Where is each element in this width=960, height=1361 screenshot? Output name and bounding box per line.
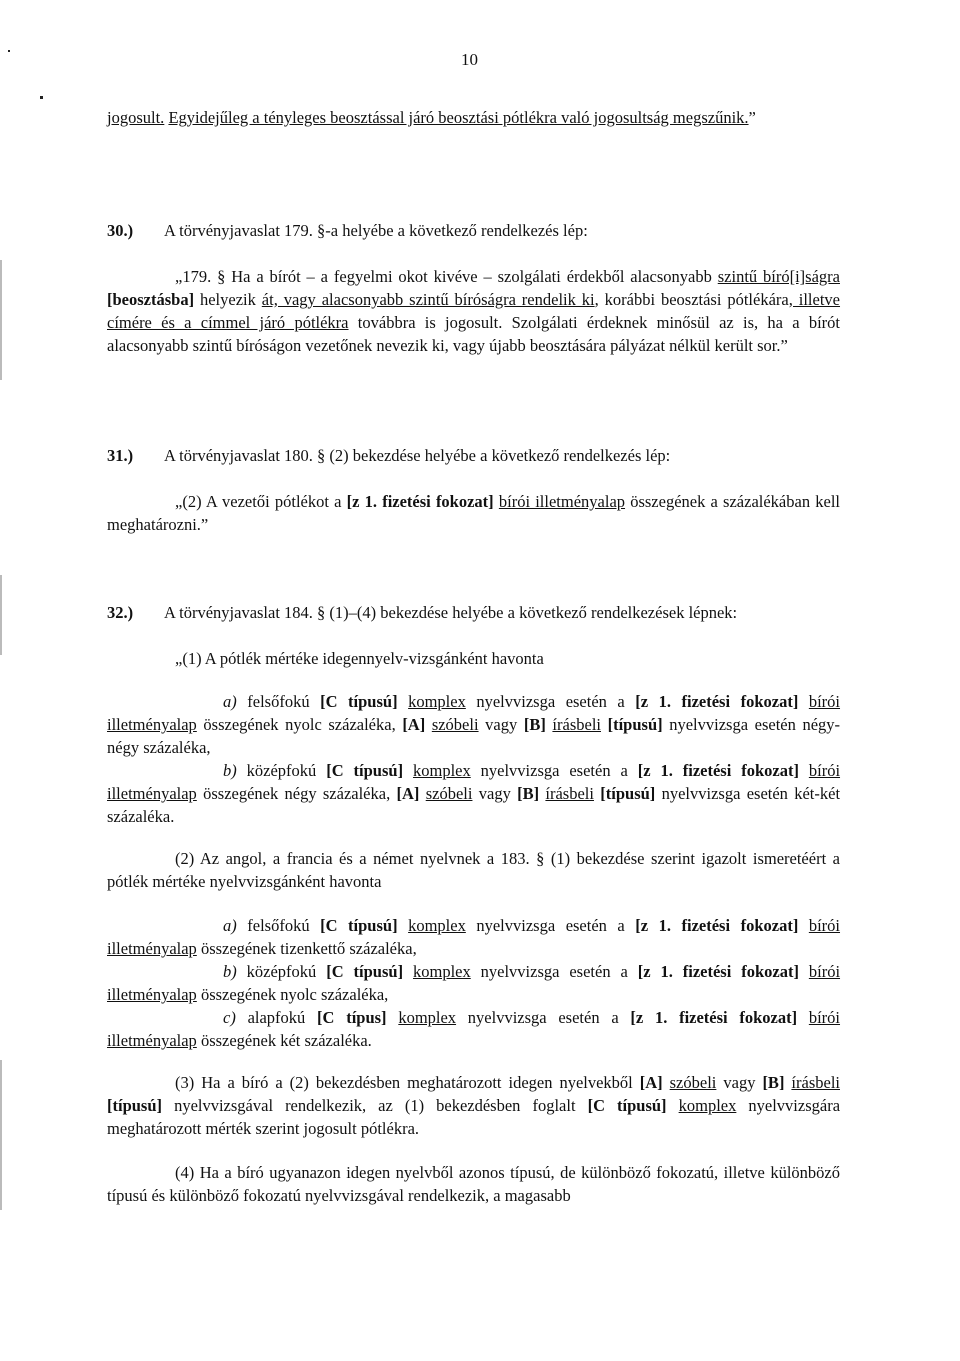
paragraph-184-1 <box>107 647 840 670</box>
text-underlined: jogosult. <box>107 108 165 127</box>
text-underlined: komplex <box>408 692 466 711</box>
text: összegének nyolc százaléka, <box>196 715 403 734</box>
text <box>601 715 608 734</box>
text <box>798 692 809 711</box>
page-number: 10 <box>461 50 478 69</box>
text: összegének tizenkettő százaléka, <box>196 939 417 958</box>
text <box>797 1008 809 1027</box>
text-bold: [C típusú] <box>326 761 404 780</box>
point-mark: a) <box>223 692 237 711</box>
text-underlined: bírói illetményalap <box>107 692 841 734</box>
text-bold: [beosztásba] <box>107 290 195 309</box>
text-underlined: szintű bíró[i]ságra <box>717 267 840 286</box>
paragraph-184-3 <box>107 1071 840 1140</box>
text-underlined: írásbeli <box>552 715 601 734</box>
section-31 <box>107 444 840 467</box>
text-bold: [B] <box>517 784 540 803</box>
text: nyelvvizsga esetén négy-négy százaléka, <box>107 715 841 757</box>
text-bold: [z 1. fizetési fokozat] <box>635 692 799 711</box>
point-184-1-a <box>107 690 840 759</box>
text-bold: [z 1. fizetési fokozat] <box>637 761 799 780</box>
text: vagy <box>472 784 518 803</box>
text-underlined: Egyidejűleg a tényleges beosztással járó beosztási pótlékra való jogosultság megszűnik. <box>168 108 749 127</box>
text: összegének két százaléka. <box>196 1031 372 1050</box>
text: nyelvvizsgával rendelkezik, az (1) bekezdésben foglalt <box>162 1096 588 1115</box>
text-underlined: szóbeli <box>669 1073 717 1092</box>
point-184-2-c <box>107 1006 840 1052</box>
text-bold: [B] <box>762 1073 785 1092</box>
text: (4) Ha a bíró ugyanazon idegen nyelvből azonos típusú, de különböző fokozatú, illetve különböző típusú és különböző fokozatú nyelvvizsgával rendelkezik, a magasabb <box>107 1163 840 1205</box>
text: összegének a százalékában kell meghatározni.” <box>107 492 840 534</box>
scan-edge-line <box>0 1060 2 1210</box>
text-underlined: , illetve címére és a címmel járó pótlékra <box>107 290 841 332</box>
text-bold: [z 1. fizetési fokozat] <box>637 962 799 981</box>
text-bold: [C típusú] <box>326 962 404 981</box>
text <box>425 715 432 734</box>
text <box>663 1073 670 1092</box>
text <box>403 962 413 981</box>
point-mark: a) <box>223 916 237 935</box>
text: továbbra is jogosult. Szolgálati érdeknek minősül az is, ha a bírót alacsonyabb szintű bíróságon vezetőnek nevezik ki, vagy újabb beosztására pályázat nélkül került sor.” <box>107 313 840 355</box>
text: nyelvvizsga esetén a <box>456 1008 631 1027</box>
text: „(1) A pótlék mértéke idegennyelv-vizsgánként havonta <box>175 649 544 668</box>
section-number: 32.) <box>107 603 134 622</box>
point-184-2-a <box>107 914 840 960</box>
text <box>403 761 413 780</box>
text: nyelvvizsga esetén két-két százaléka. <box>107 784 841 826</box>
section-32 <box>107 601 840 624</box>
text <box>387 1008 399 1027</box>
text: „179. § Ha a bírót – a fegyelmi okot kivéve – szolgálati érdekből alacsonyabb <box>175 267 718 286</box>
text-bold: [C típusú] <box>320 916 398 935</box>
text-bold: [A] <box>639 1073 663 1092</box>
text: nyelvvizsga esetén a <box>470 962 638 981</box>
text: összegének nyolc százaléka, <box>196 985 389 1004</box>
text-bold: [típusú] <box>600 784 656 803</box>
text-bold: [C típusú] <box>587 1096 667 1115</box>
text: vagy <box>716 1073 763 1092</box>
text <box>799 962 809 981</box>
scan-edge-line <box>0 575 2 655</box>
paragraph-180 <box>107 490 840 536</box>
text: vagy <box>478 715 524 734</box>
text: középfokú <box>236 761 327 780</box>
text: , korábbi beosztási pótlékára <box>594 290 789 309</box>
text <box>798 916 809 935</box>
text: nyelvvizsga esetén a <box>470 761 638 780</box>
text <box>799 761 809 780</box>
text-underlined: írásbeli <box>791 1073 840 1092</box>
text-bold: [z 1. fizetési fokozat] <box>630 1008 798 1027</box>
text-underlined: bírói illetményalap <box>107 1008 841 1050</box>
text <box>398 916 409 935</box>
point-184-1-b <box>107 759 840 828</box>
text: (2) Az angol, a francia és a német nyelvnek a 183. § (1) bekezdése szerint igazolt ismeretéért a pótlék mértéke nyelvvizsgánként havonta <box>107 849 840 891</box>
section-text: A törvényjavaslat 184. § (1)–(4) bekezdése helyébe a következő rendelkezések lépnek: <box>164 603 738 622</box>
text: felsőfokú <box>236 916 321 935</box>
section-number: 31.) <box>107 446 134 465</box>
text: helyezik <box>194 290 262 309</box>
point-mark: b) <box>223 962 237 981</box>
text-bold: [típusú] <box>607 715 663 734</box>
paragraph-184-2 <box>107 847 840 893</box>
text <box>667 1096 679 1115</box>
section-text: A törvényjavaslat 180. § (2) bekezdése helyébe a következő rendelkezés lép: <box>164 446 671 465</box>
text-underlined: komplex <box>678 1096 737 1115</box>
text-underlined: komplex <box>408 916 466 935</box>
text-bold: [A] <box>402 715 426 734</box>
text-underlined: szóbeli <box>431 715 479 734</box>
scan-speck <box>40 96 43 99</box>
text-underlined: szóbeli <box>425 784 473 803</box>
text-underlined: bírói illetményalap <box>498 492 626 511</box>
text: nyelvvizsgára meghatározott mérték szerint jogosult pótlékra. <box>107 1096 841 1138</box>
text: nyelvvizsga esetén a <box>465 692 636 711</box>
scan-edge-line <box>0 260 2 380</box>
text-underlined: komplex <box>412 962 471 981</box>
section-30 <box>107 219 840 242</box>
text-bold: [z 1. fizetési fokozat] <box>635 916 799 935</box>
text: összegének négy százaléka, <box>196 784 397 803</box>
point-mark: b) <box>223 761 237 780</box>
scan-speck <box>8 50 10 52</box>
text-bold: [C típusú] <box>320 692 398 711</box>
text-underlined: írásbeli <box>545 784 594 803</box>
section-text: A törvényjavaslat 179. §-a helyébe a következő rendelkezés lép: <box>164 221 588 240</box>
text-underlined: komplex <box>412 761 471 780</box>
text-underlined: bírói illetményalap <box>107 761 841 803</box>
text: felsőfokú <box>236 692 321 711</box>
text-bold: [A] <box>396 784 420 803</box>
text-bold: [típusú] <box>107 1096 163 1115</box>
text <box>398 692 409 711</box>
text: középfokú <box>236 962 327 981</box>
paragraph-continuation <box>107 106 840 129</box>
paragraph-184-4 <box>107 1161 840 1207</box>
section-number: 30.) <box>107 221 134 240</box>
text: ” <box>748 108 756 127</box>
text-underlined: komplex <box>398 1008 457 1027</box>
text-bold: [z 1. fizetési fokozat] <box>346 492 494 511</box>
text-underlined: bírói illetményalap <box>107 962 841 1004</box>
text: (3) Ha a bíró a (2) bekezdésben meghatározott idegen nyelvekből <box>175 1073 640 1092</box>
text: alapfokú <box>235 1008 318 1027</box>
text-underlined: át, vagy alacsonyabb szintű bíróságra rendelik ki <box>261 290 595 309</box>
text-bold: [C típus] <box>317 1008 387 1027</box>
text-underlined: bírói illetményalap <box>107 916 841 958</box>
text-bold: [B] <box>523 715 546 734</box>
text: „(2) A vezetői pótlékot a <box>175 492 347 511</box>
paragraph-179 <box>107 265 840 357</box>
point-184-2-b <box>107 960 840 1006</box>
text: nyelvvizsga esetén a <box>465 916 636 935</box>
point-mark: c) <box>223 1008 236 1027</box>
